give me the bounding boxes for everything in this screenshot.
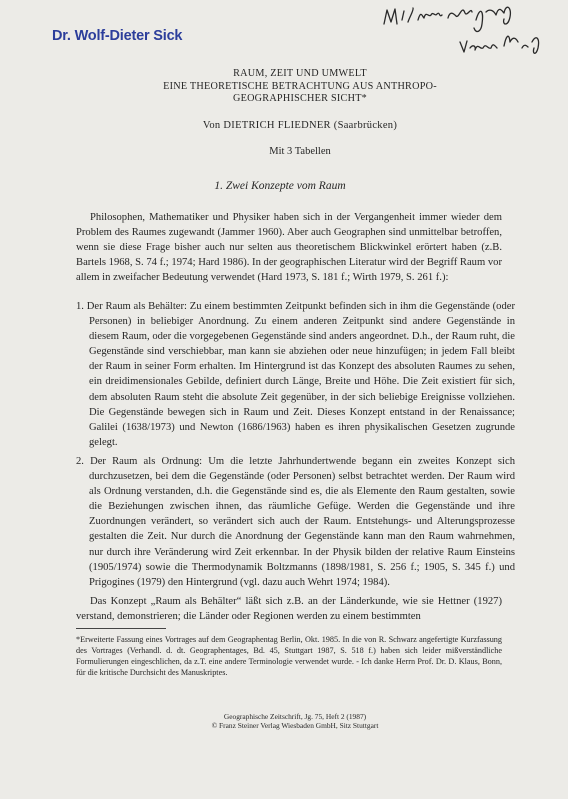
section-heading: 1. Zwei Konzepte vom Raum xyxy=(214,180,346,192)
title-line-3: GEOGRAPHISCHER SICHT* xyxy=(232,93,368,105)
title-line-2: EINE THEORETISCHE BETRACHTUNG AUS ANTHROPO- xyxy=(163,80,437,92)
closing-paragraph: Das Konzept „Raum als Behälter“ läßt sich z.B. an der Länderkunde, wie sie Hettner (1927) verstand, demonstrieren; die Länder oder Regionen werden zu einem bestimmten xyxy=(76,596,502,623)
owner-stamp: Dr. Wolf-Dieter Sick xyxy=(52,28,183,44)
list-item-space-as-container: 1. Der Raum als Behälter: Zu einem bestimmten Zeitpunkt befinden sich in ihm die Gegenstände (oder Personen) in beliebiger Anordnung. Zu einem anderen Zeitpunkt sind andere Gegenstände in diesem Raum, oder die vorgegebenen Gegenstände sind anders angeordnet. D.h., der Raum ruht, die Gegenstände sind verschiebbar, man kann sie abziehen oder neue hinzufügen; in jedem Fall bleibt der Raum in seiner Form erhalten. Im Hintergrund ist das Konzept des absoluten Raumes zu sehen, ein dreidimensionales Gebilde, definiert durch Länge, Breite und Höhe. Die Zeit existiert für sich, dem absoluten Raum steht die absolute Zeit gegenüber, in der sich beliebige Ereignisse vollziehen. Die Gegenstände bewegen sich in Raum und Zeit. Dieses Konzept entstand in der Renaissance; Galilei (1638/1973) und Newton (1686/1963) haben es ihren physikalischen Gesetzen zugrunde gelegt. xyxy=(76,301,515,448)
journal-info xyxy=(150,712,440,731)
article-title xyxy=(90,68,510,106)
author-line: Von DIETRICH FLIEDNER (Saarbrücken) xyxy=(202,120,398,131)
footnote: *Erweiterte Fassung eines Vortrages auf dem Geographentag Berlin, Okt. 1985. In die von R. Schwarz angefertigte Kurzfassung des Vortrages (Verhandl. d. dt. Geographentages, Bd. 45, Stuttgart 1987, S. 518 f.) haben sich leider mißverständliche Formulierungen eingeschlichen, da z.T. eine andere Terminologie verwendet wurde. - Ich danke Herrn Prof. Dr. D. Klaus, Bonn, für die kritische Durchsicht des Manuskriptes. xyxy=(76,635,502,677)
list-item-space-as-order: 2. Der Raum als Ordnung: Um die letzte Jahrhundertwende begann ein zweites Konzept sich durchzusetzen, bei dem die Gegenstände (oder Personen) selbst betrachtet werden. Der Raum wird als Ordnung verstanden, d.h. die Gegenstände sind es, die als Elemente den Raum gestalten, sowie die Beziehungen zwischen ihnen, das räumliche Gefüge. Werden die Gegenstände und ihre Zuordnungen verändert, so verändert sich auch der Raum. Entstehungs- und Alterungsprozesse gestalten die Zeit. Nur durch die Anordnung der Gegenstände kann man den Raum wahrnehmen, nur durch ihre Veränderung wird Zeit erkennbar. In der Physik bilden der relative Raum Einsteins (1905/1974) sowie die Thermodynamik Boltzmanns (1898/1981, S. 256 f.; 1905, S. 345 f.) und Prigogines (1979) den Hintergrund (vgl. dazu auch Wehrt 1974; 1984). xyxy=(76,456,515,588)
journal-citation: Geographische Zeitschrift, Jg. 75, Heft 2 (1987) xyxy=(223,712,367,721)
publisher-copyright: © Franz Steiner Verlag Wiesbaden GmbH, Sitz Stuttgart xyxy=(211,721,379,731)
tables-note: Mit 3 Tabellen xyxy=(269,146,331,157)
handwritten-dedication xyxy=(372,2,568,64)
intro-paragraph: Philosophen, Mathematiker und Physiker haben sich in der Vergangenheit immer wieder dem Problem des Raumes zugewandt (Jammer 1960). Aber auch Geographen sind unmittelbar betroffen, wenn sie diese Frage bisher auch nur selten aus theoretischem Blickwinkel erörtert haben (z.B. Bartels 1968, S. 74 f.; 1974; Hard 1986). In der geographischen Literatur wird der Begriff Raum vor allem in zweifacher Bedeutung verwendet (Hard 1973, S. 181 f.; Wirth 1979, S. 261 f.): xyxy=(76,212,502,284)
title-line-1: RAUM, ZEIT UND UMWELT xyxy=(233,68,367,79)
footnote-divider xyxy=(76,628,166,629)
